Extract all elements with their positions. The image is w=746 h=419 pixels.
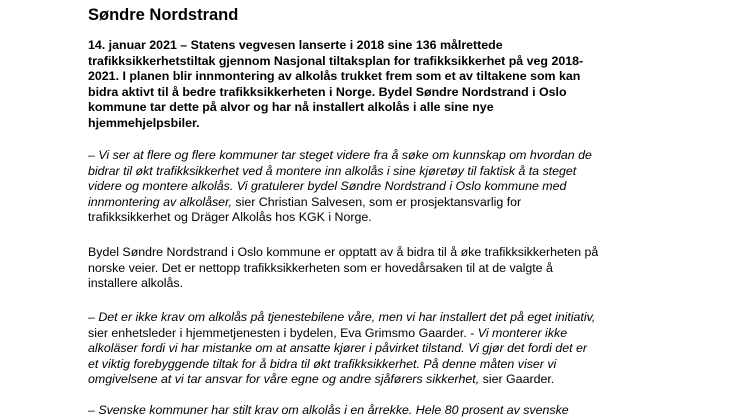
lead-line: 14. januar 2021 – Statens vegvesen lanserte i 2018 sine 136 målrettede (88, 38, 503, 52)
quote-attribution: sier Gaarder. (479, 372, 555, 386)
quote-line (88, 372, 660, 388)
quote-line: alkoläser fordi vi har mistanke om at ansatte kjører i påvirket tilstand. Vi gjør det fordi det er (88, 341, 588, 355)
quote-salvesen (88, 148, 660, 226)
quote-line: et viktig forebyggende tiltak for å bidra til økt trafikksikkerhet. På denne måten viser vi (88, 356, 557, 371)
article-title: Søndre Nordstrand (88, 6, 239, 24)
body-paragraph (88, 245, 660, 292)
quote-svenske (88, 403, 660, 419)
quote-text: innmontering av alkolåser, (88, 194, 232, 209)
quote-gaarder (88, 310, 660, 388)
quote-attribution: sier Christian Salvesen, som er prosjektansvarlig for (231, 194, 522, 209)
quote-text: Vi monterer ikke (474, 325, 568, 340)
body-line: Bydel Søndre Nordstrand i Oslo kommune er opptatt av å bidra til å øke trafikksikkerheten på (88, 245, 599, 259)
lead-line: 2021. I planen blir innmontering av alkolås trukket frem som et av tiltakene som kan (88, 69, 581, 83)
quote-line: – Vi ser at flere og flere kommuner tar steget videre fra å søke om kunnskap om hvordan de (88, 148, 592, 162)
quote-text: omgivelsene at vi tar ansvar for våre egne og andre sjåførers sikkerhet, (88, 372, 480, 386)
body-line: installere alkolås. (88, 276, 184, 290)
lead-line: hjemmehjelpsbiler. (88, 115, 200, 130)
lead-line: trafikksikkerhetstiltak gjennom Nasjonal tiltaksplan for trafikksikkerhet på veg 2018- (88, 53, 584, 68)
quote-line (88, 326, 660, 342)
quote-line: bidrar til økt trafikksikkerhet ved å montere inn alkolås i sine kjøretøy til faktisk å ta steget (88, 163, 577, 178)
lead-line: kommune tar dette på alvor og har nå installert alkolås i alle sine nye (88, 100, 494, 114)
quote-line: videre og montere alkolås. Vi gratulerer bydel Søndre Nordstrand i Oslo kommune med (88, 179, 567, 193)
quote-line: – Svenske kommuner har stilt krav om alkolås i en årrekke. Hele 80 prosent av svenske (88, 403, 569, 417)
body-line: norske veier. Det er nettopp trafikksikkerheten som er hovedårsaken til at de valgte å (88, 260, 553, 275)
quote-attribution-line: trafikksikkerhet og Dräger Alkolås hos KGK i Norge. (88, 210, 372, 224)
lead-paragraph (88, 38, 660, 131)
quote-line: – Det er ikke krav om alkolås på tjenestebilene våre, men vi har installert det på eget initiativ, (88, 310, 596, 324)
quote-line (88, 195, 660, 211)
quote-attribution: sier enhetsleder i hjemmetjenesten i bydelen, Eva Grimsmo Gaarder. - (88, 325, 475, 340)
lead-line: bidra aktivt til å bedre trafikksikkerheten i Norge. Bydel Søndre Nordstrand i Oslo (88, 84, 567, 99)
